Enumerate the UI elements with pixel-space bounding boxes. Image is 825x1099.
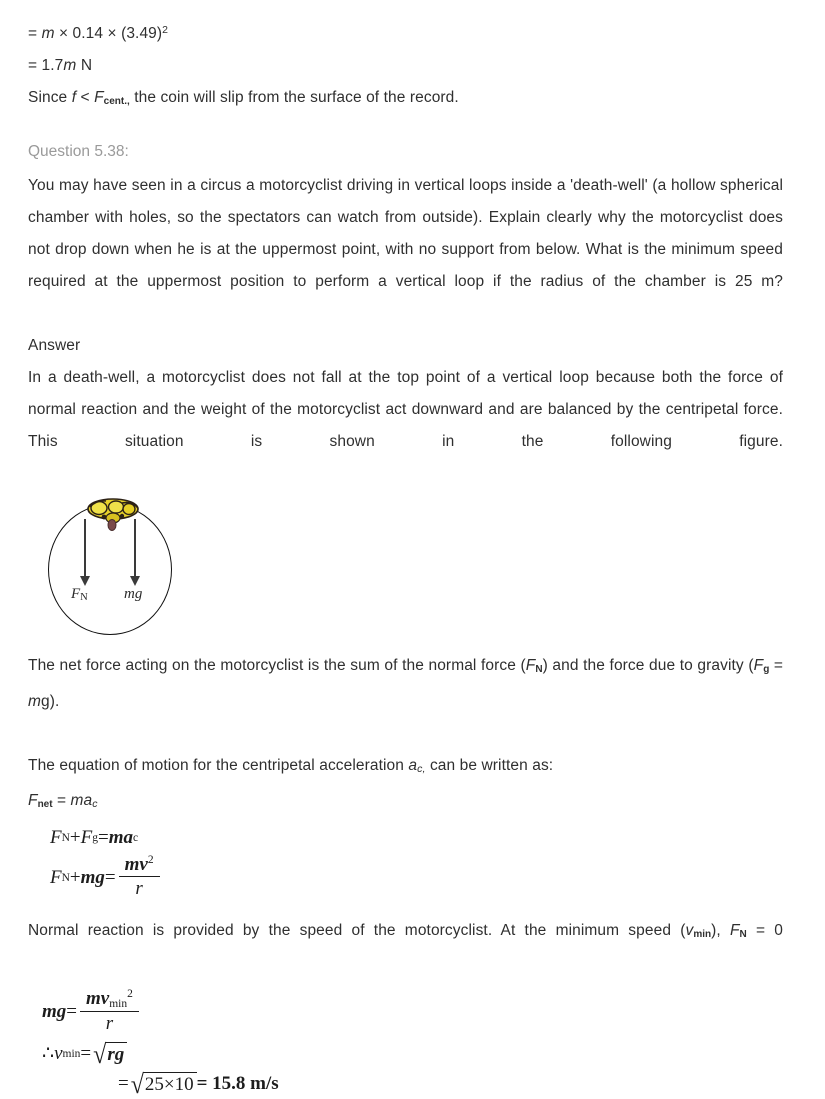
fnet-ma-sub: c xyxy=(92,798,98,810)
eq-forces-plus: + xyxy=(69,827,81,848)
answer-paragraph-3 xyxy=(28,750,783,785)
eq-vmin-sqrt-icon xyxy=(93,1040,127,1070)
eq1-prefix: = xyxy=(28,25,42,42)
fnet-equals: = xyxy=(52,792,71,809)
slip-conclusion-line xyxy=(28,82,783,118)
p4-text-b: ), xyxy=(711,921,730,939)
equation-centripetal xyxy=(50,855,783,901)
eq1-mass-symbol: m xyxy=(41,25,55,42)
death-well-figure xyxy=(38,498,238,650)
equation-vmin-sqrt xyxy=(42,1040,783,1070)
eq-cent-exponent: 2 xyxy=(147,854,154,866)
p4-text-a: Normal reaction is provided by the speed of the motorcyclist. At the minimum speed ( xyxy=(28,921,686,939)
less-than-sign: < xyxy=(76,89,95,106)
eq-cent-numerator xyxy=(119,854,160,876)
friction-symbol: f xyxy=(71,89,77,106)
eq-result-sqrt-icon xyxy=(130,1070,197,1099)
eq-vmin-v: v xyxy=(54,1042,63,1064)
weight-force-arrow xyxy=(134,519,136,577)
radical-icon-2: √ xyxy=(130,1070,144,1099)
p3-acceleration-sub: c, xyxy=(417,763,426,775)
fnet-sub: net xyxy=(37,799,53,810)
normal-force-label-sub: N xyxy=(80,592,88,603)
eq-vmin-radicand: rg xyxy=(105,1042,127,1066)
motorcyclist-icon xyxy=(86,498,140,532)
eq-forces-Fg: F xyxy=(80,827,93,848)
eq-cent-fraction xyxy=(119,854,160,900)
fnet-ma: ma xyxy=(70,792,93,809)
p4-FN-symbol: F xyxy=(729,921,740,939)
p4-vmin-sub: min xyxy=(693,928,712,940)
eq-vmin-therefore: ∴ xyxy=(42,1043,55,1065)
eq-forces-FN: F xyxy=(50,827,62,848)
eq1-exponent: 2 xyxy=(162,24,169,36)
p3-text-a: The equation of motion for the centripetal acceleration xyxy=(28,757,409,774)
fnet-equation xyxy=(28,785,783,821)
p2-normal-force-symbol: F xyxy=(525,657,536,674)
p4-text-c: = 0 xyxy=(746,921,783,939)
slip-suffix: the coin will slip from the surface of the record. xyxy=(129,89,459,106)
eq-cent-plus: + xyxy=(69,866,81,888)
eq-cent-mv: mv xyxy=(124,854,148,875)
p2-equals: = xyxy=(769,657,783,674)
eq-result-equals: = xyxy=(118,1072,129,1094)
centripetal-force-symbol: F xyxy=(94,89,104,106)
normal-force-label xyxy=(71,586,88,603)
eq-mgv-mv: mv xyxy=(86,987,110,1009)
answer-label: Answer xyxy=(28,337,81,354)
question-heading: Question 5.38: xyxy=(28,143,129,160)
slip-prefix: Since xyxy=(28,89,72,106)
p2-text-c: g). xyxy=(41,693,60,710)
eq-vmin-sub: min xyxy=(62,1047,81,1060)
centripetal-subscript: cent., xyxy=(103,96,130,107)
eq-forces-equals: = xyxy=(98,827,109,848)
p2-text-b: ) and the force due to gravity ( xyxy=(542,657,754,674)
eq-mgv-equals: = xyxy=(66,1001,77,1023)
p3-text-b: can be written as: xyxy=(425,757,554,774)
eq-cent-mg: mg xyxy=(80,866,105,888)
eq-result-radicand: 25×10 xyxy=(143,1072,197,1096)
radical-icon: √ xyxy=(93,1040,107,1070)
eq-cent-denominator: r xyxy=(119,876,160,900)
p2-gravity-force-sub: g xyxy=(763,664,770,675)
normal-force-label-F: F xyxy=(71,586,81,602)
eq-forces-ma: ma xyxy=(108,827,133,848)
p2-text-a: The net force acting on the motorcyclist is the sum of the normal force ( xyxy=(28,657,526,674)
answer-paragraph-1: In a death-well, a motorcyclist does not fall at the top point of a vertical loop because both the force of normal reaction and the weight of the motorcyclist act downward and are balanced by the centripetal force. This situation is shown in the following figure. xyxy=(28,369,783,450)
p2-normal-force-sub: N xyxy=(535,664,543,675)
equation-forces-sum xyxy=(50,827,783,849)
question-text: You may have seen in a circus a motorcyclist driving in vertical loops inside a 'death-well' (a hollow spherical chamber with holes, so the spectators can watch from outside). Explain clearly why the motorcyclist does not drop down when he is at the uppermost point, with no support from below. What is the minimum speed required at the uppermost position to perform a vertical loop if the radius of the chamber is 25 m? xyxy=(28,177,783,290)
answer-paragraph-4 xyxy=(28,915,783,983)
p2-mass-symbol: m xyxy=(28,693,42,710)
eq-cent-FN: F xyxy=(50,866,62,888)
p2-gravity-force-symbol: F xyxy=(753,657,764,674)
eq-forces-ma-sub: c xyxy=(133,832,139,844)
answer-paragraph-2 xyxy=(28,650,783,750)
eq-vmin-equals: = xyxy=(80,1042,92,1064)
eq-mgv-denominator: r xyxy=(80,1011,139,1035)
eq-mgv-min-sub: min xyxy=(109,997,128,1010)
eq-result-value: = 15.8 m/s xyxy=(196,1072,279,1094)
weight-label: mg xyxy=(124,586,143,602)
p4-vmin-symbol: v xyxy=(685,921,694,939)
equation-line-1 xyxy=(28,14,783,50)
eq2-unit: N xyxy=(76,57,93,74)
eq-mgv-numerator xyxy=(80,988,139,1011)
eq1-rest: × 0.14 × (3.49) xyxy=(54,25,163,42)
eq-cent-FN-sub: N xyxy=(61,871,70,884)
equation-mg-vmin xyxy=(42,989,783,1036)
equation-line-2 xyxy=(28,50,783,82)
p3-acceleration-symbol: a xyxy=(408,757,418,774)
eq-mgv-exponent: 2 xyxy=(127,987,133,1000)
equation-vmin-result xyxy=(118,1070,783,1099)
fnet-F: F xyxy=(28,792,38,809)
normal-force-arrow xyxy=(84,519,86,577)
p4-FN-sub: N xyxy=(739,928,747,940)
eq-forces-Fg-sub: g xyxy=(92,832,98,844)
eq-cent-equals: = xyxy=(104,866,116,888)
eq-mgv-mg: mg xyxy=(42,1001,67,1023)
eq-forces-FN-sub: N xyxy=(61,832,70,844)
eq2-mass-symbol: m xyxy=(63,57,77,74)
eq2-prefix: = 1.7 xyxy=(28,57,64,74)
